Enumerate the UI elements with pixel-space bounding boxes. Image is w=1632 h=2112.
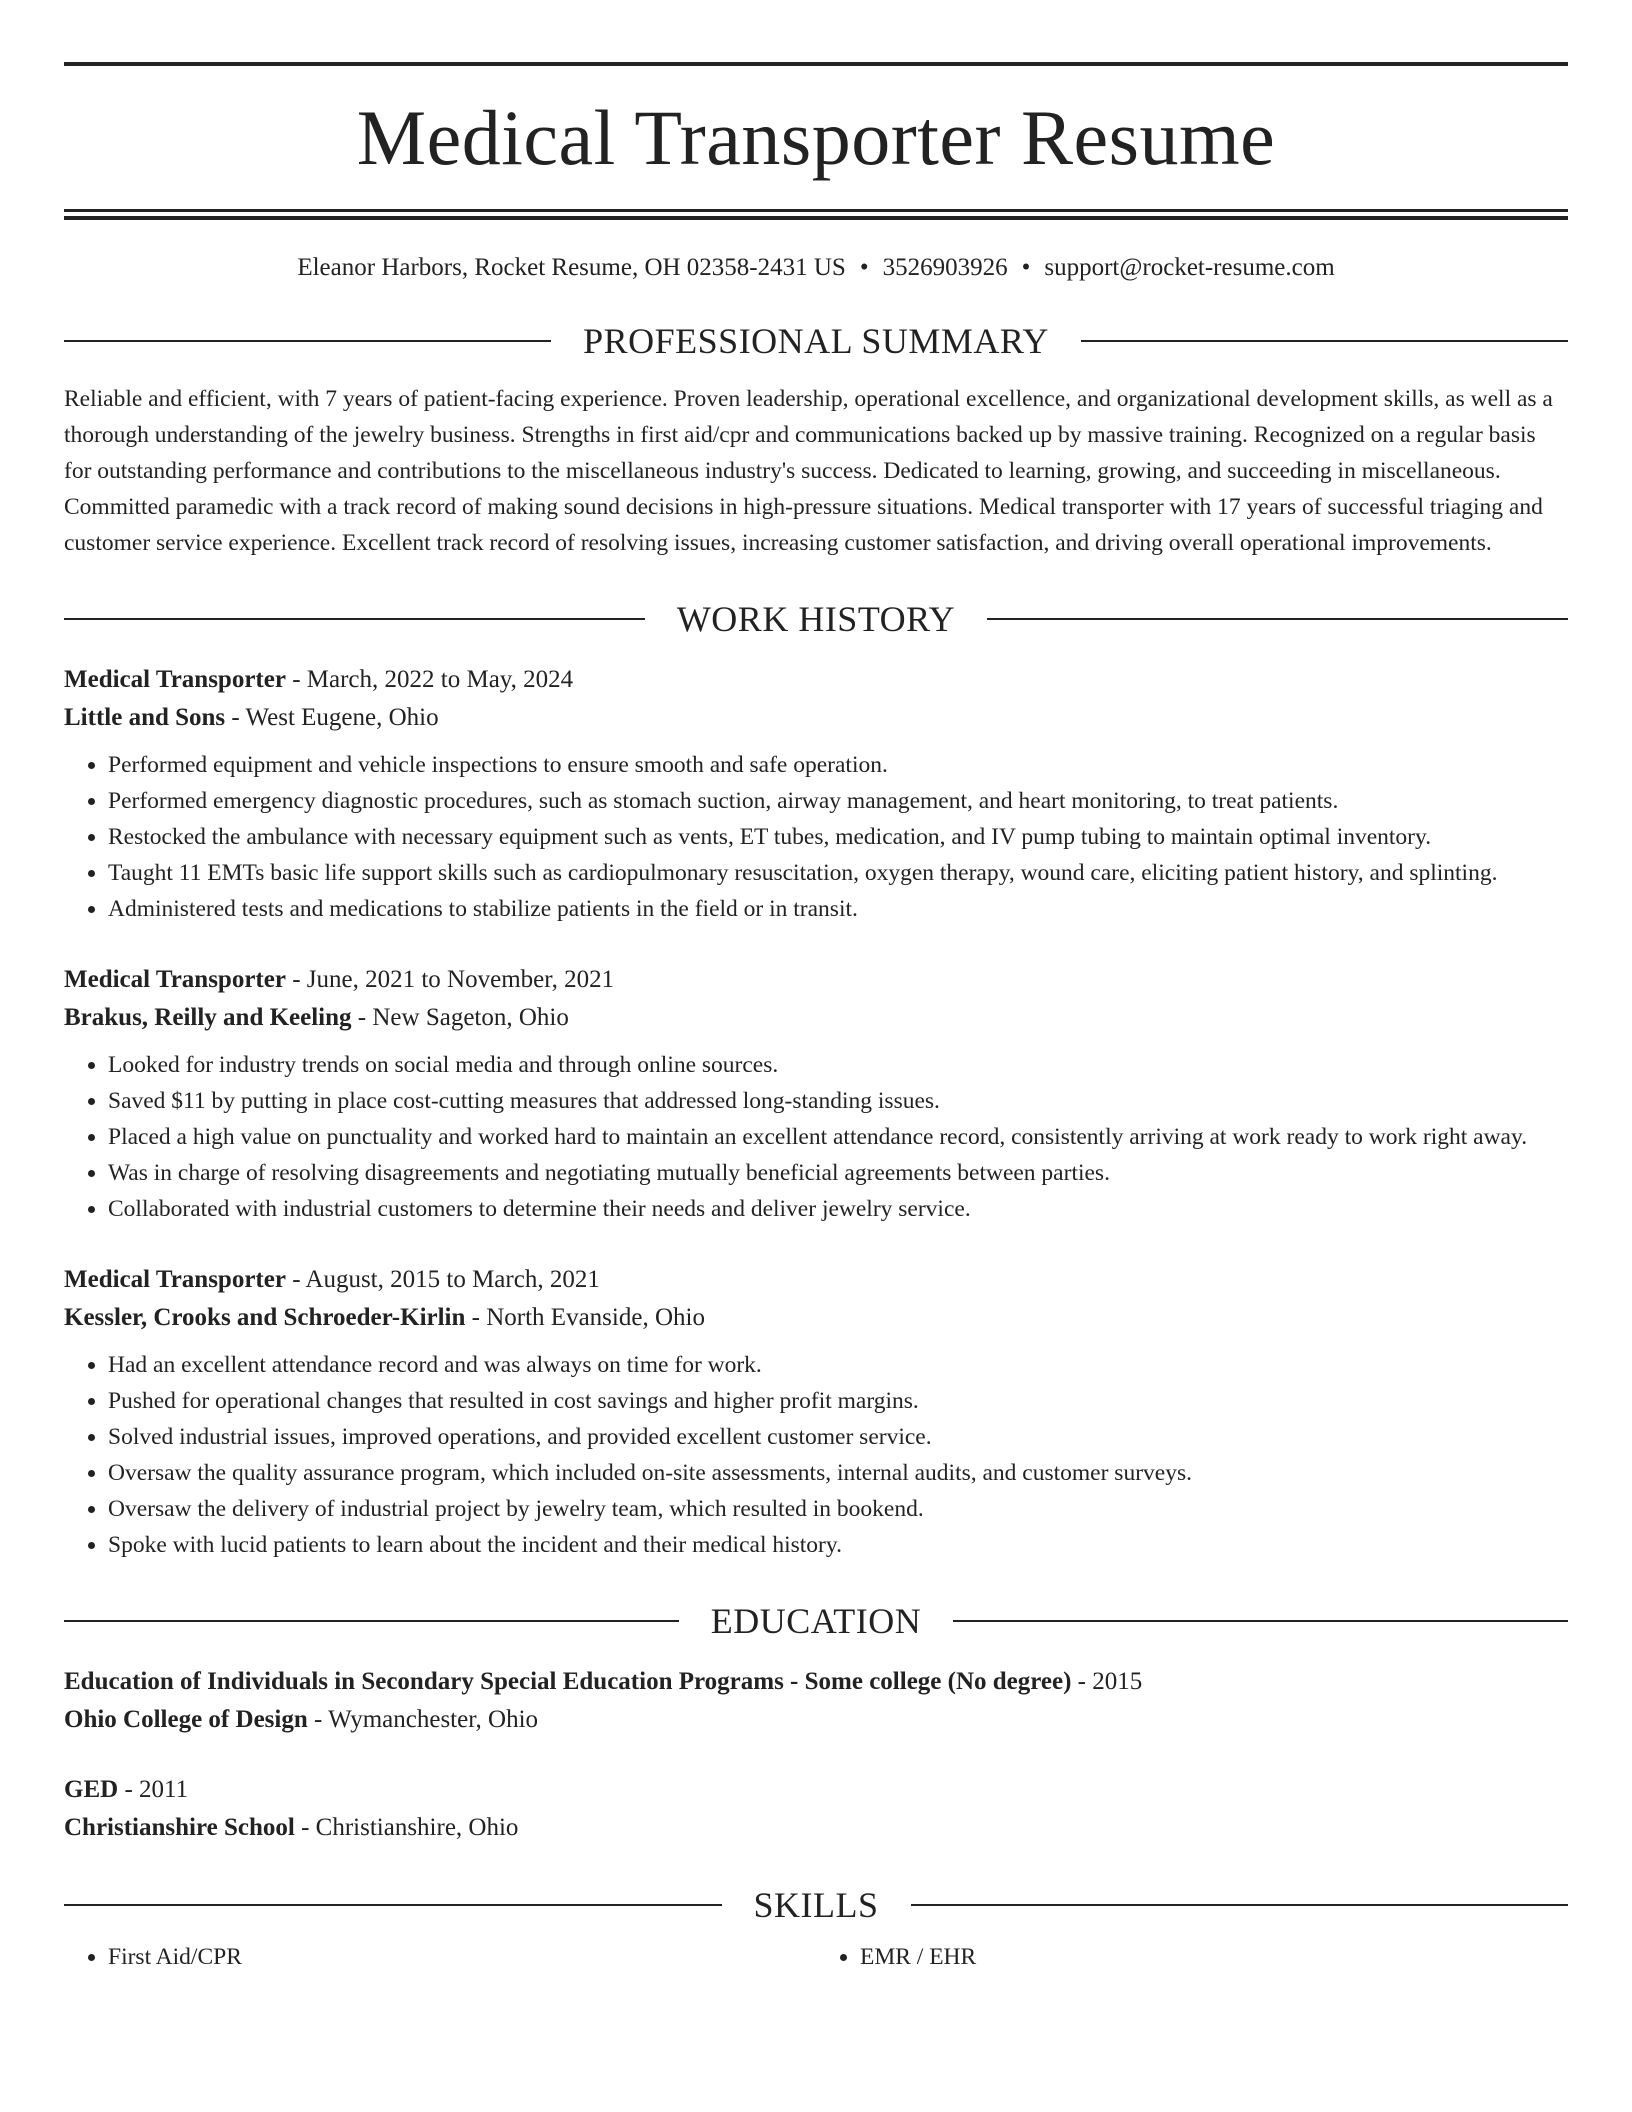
contact-separator: • bbox=[859, 254, 869, 281]
contact-address: Eleanor Harbors, Rocket Resume, OH 02358-2431 US bbox=[297, 254, 846, 281]
section-header-skills bbox=[64, 1887, 1568, 1923]
job-title-line bbox=[64, 1261, 1568, 1299]
list-item: • Oversaw the quality assurance program, which included on-site assessments, internal audits, and customer surveys. bbox=[108, 1455, 1568, 1491]
job-company: Little and Sons bbox=[64, 704, 226, 731]
list-item: • Restocked the ambulance with necessary equipment such as vents, ET tubes, medication, and IV pump tubing to maintain optimal inventory. bbox=[108, 819, 1568, 855]
list-item: • Pushed for operational changes that resulted in cost savings and higher profit margins. bbox=[108, 1383, 1568, 1419]
education-degree: Education of Individuals in Secondary Special Education Programs - Some college (No degree) bbox=[64, 1668, 1072, 1695]
contact-line bbox=[64, 253, 1568, 283]
education-entry bbox=[64, 1663, 1568, 1739]
contact-phone: 3526903926 bbox=[882, 254, 1008, 281]
job-company-line bbox=[64, 1299, 1568, 1337]
section-rule bbox=[1081, 340, 1568, 342]
education-year: - 2015 bbox=[1071, 1668, 1143, 1695]
education-entry bbox=[64, 1771, 1568, 1847]
section-rule bbox=[911, 1904, 1569, 1906]
skill-item: • First Aid/CPR bbox=[108, 1939, 816, 1975]
list-item: • Taught 11 EMTs basic life support skills such as cardiopulmonary resuscitation, oxygen therapy, wound care, eliciting patient history, and splinting. bbox=[108, 855, 1568, 891]
list-item: • Placed a high value on punctuality and worked hard to maintain an excellent attendance record, consistently arriving at work ready to work right away. bbox=[108, 1119, 1568, 1155]
skills-column-right bbox=[816, 1939, 1568, 1975]
job-company-line bbox=[64, 999, 1568, 1037]
job-title: Medical Transporter bbox=[64, 1266, 286, 1293]
education-school: Christianshire School bbox=[64, 1814, 295, 1841]
job-location: - West Eugene, Ohio bbox=[225, 704, 439, 731]
job-bullets bbox=[64, 1347, 1568, 1563]
job-title-line bbox=[64, 961, 1568, 999]
section-title-summary: PROFESSIONAL SUMMARY bbox=[583, 321, 1049, 361]
job-dates: - August, 2015 to March, 2021 bbox=[285, 1266, 600, 1293]
job-location: - New Sageton, Ohio bbox=[351, 1004, 569, 1031]
section-rule bbox=[64, 1620, 679, 1622]
list-item: • Collaborated with industrial customers to determine their needs and deliver jewelry service. bbox=[108, 1191, 1568, 1227]
education-school-line bbox=[64, 1809, 1568, 1847]
job-company: Brakus, Reilly and Keeling bbox=[64, 1004, 352, 1031]
job-dates: - March, 2022 to May, 2024 bbox=[285, 666, 574, 693]
list-item: • Performed equipment and vehicle inspections to ensure smooth and safe operation. bbox=[108, 747, 1568, 783]
education-year: - 2011 bbox=[118, 1776, 189, 1803]
section-rule bbox=[64, 1904, 722, 1906]
job-bullets bbox=[64, 1047, 1568, 1227]
work-history bbox=[64, 661, 1568, 1563]
education-degree: GED bbox=[64, 1776, 119, 1803]
job-entry bbox=[64, 961, 1568, 1227]
contact-email: support@rocket-resume.com bbox=[1044, 254, 1335, 281]
job-title: Medical Transporter bbox=[64, 966, 286, 993]
list-item: • Oversaw the delivery of industrial project by jewelry team, which resulted in bookend. bbox=[108, 1491, 1568, 1527]
title-double-rule bbox=[64, 209, 1568, 220]
section-rule bbox=[64, 618, 645, 620]
list-item: • Looked for industry trends on social media and through online sources. bbox=[108, 1047, 1568, 1083]
page-title: Medical Transporter Resume bbox=[356, 94, 1276, 181]
education-degree-line bbox=[64, 1771, 1568, 1809]
job-bullets bbox=[64, 747, 1568, 927]
list-item: • Spoke with lucid patients to learn about the incident and their medical history. bbox=[108, 1527, 1568, 1563]
list-item: • Performed emergency diagnostic procedures, such as stomach suction, airway management, and heart monitoring, to treat patients. bbox=[108, 783, 1568, 819]
section-rule bbox=[953, 1620, 1568, 1622]
education-location: - Christianshire, Ohio bbox=[294, 1814, 519, 1841]
education-degree-line bbox=[64, 1663, 1568, 1701]
section-title-work: WORK HISTORY bbox=[676, 599, 956, 639]
job-entry bbox=[64, 1261, 1568, 1563]
section-header-education bbox=[64, 1603, 1568, 1639]
section-header-work bbox=[64, 601, 1568, 637]
job-entry bbox=[64, 661, 1568, 927]
skills-list bbox=[64, 1939, 1568, 1975]
list-item: • Administered tests and medications to stabilize patients in the field or in transit. bbox=[108, 891, 1568, 927]
section-title-education: EDUCATION bbox=[710, 1601, 922, 1641]
section-rule bbox=[987, 618, 1568, 620]
education-location: - Wymanchester, Ohio bbox=[307, 1706, 539, 1733]
section-title-skills: SKILLS bbox=[753, 1885, 879, 1925]
contact-separator: • bbox=[1021, 254, 1031, 281]
list-item: • Saved $11 by putting in place cost-cutting measures that addressed long-standing issues. bbox=[108, 1083, 1568, 1119]
list-item: • Had an excellent attendance record and was always on time for work. bbox=[108, 1347, 1568, 1383]
job-title: Medical Transporter bbox=[64, 666, 286, 693]
job-company-line bbox=[64, 699, 1568, 737]
job-dates: - June, 2021 to November, 2021 bbox=[285, 966, 615, 993]
skill-item: • EMR / EHR bbox=[860, 1939, 1568, 1975]
education-school: Ohio College of Design bbox=[64, 1706, 308, 1733]
section-rule bbox=[64, 340, 551, 342]
job-company: Kessler, Crooks and Schroeder-Kirlin bbox=[64, 1304, 466, 1331]
education-school-line bbox=[64, 1701, 1568, 1739]
list-item: • Solved industrial issues, improved operations, and provided excellent customer service. bbox=[108, 1419, 1568, 1455]
job-title-line bbox=[64, 661, 1568, 699]
skills-column-left bbox=[64, 1939, 816, 1975]
top-rule bbox=[64, 62, 1568, 66]
job-location: - North Evanside, Ohio bbox=[465, 1304, 705, 1331]
section-header-summary bbox=[64, 323, 1568, 359]
summary-text: Reliable and efficient, with 7 years of patient-facing experience. Proven leadership, operational excellence, and organizational development skills, as well as a thorough understanding of the jewelry business. Strengths in first aid/cpr and communications backed up by massive training. Recognized on a regular basis for outstanding performance and contributions to the miscellaneous industry's success. Dedicated to learning, growing, and succeeding in miscellaneous. Committed paramedic with a track record of making sound decisions in high-pressure situations. Medical transporter with 17 years of successful triaging and customer service experience. Excellent track record of resolving issues, increasing customer satisfaction, and driving overall operational improvements. bbox=[64, 386, 1553, 556]
list-item: • Was in charge of resolving disagreements and negotiating mutually beneficial agreements between parties. bbox=[108, 1155, 1568, 1191]
